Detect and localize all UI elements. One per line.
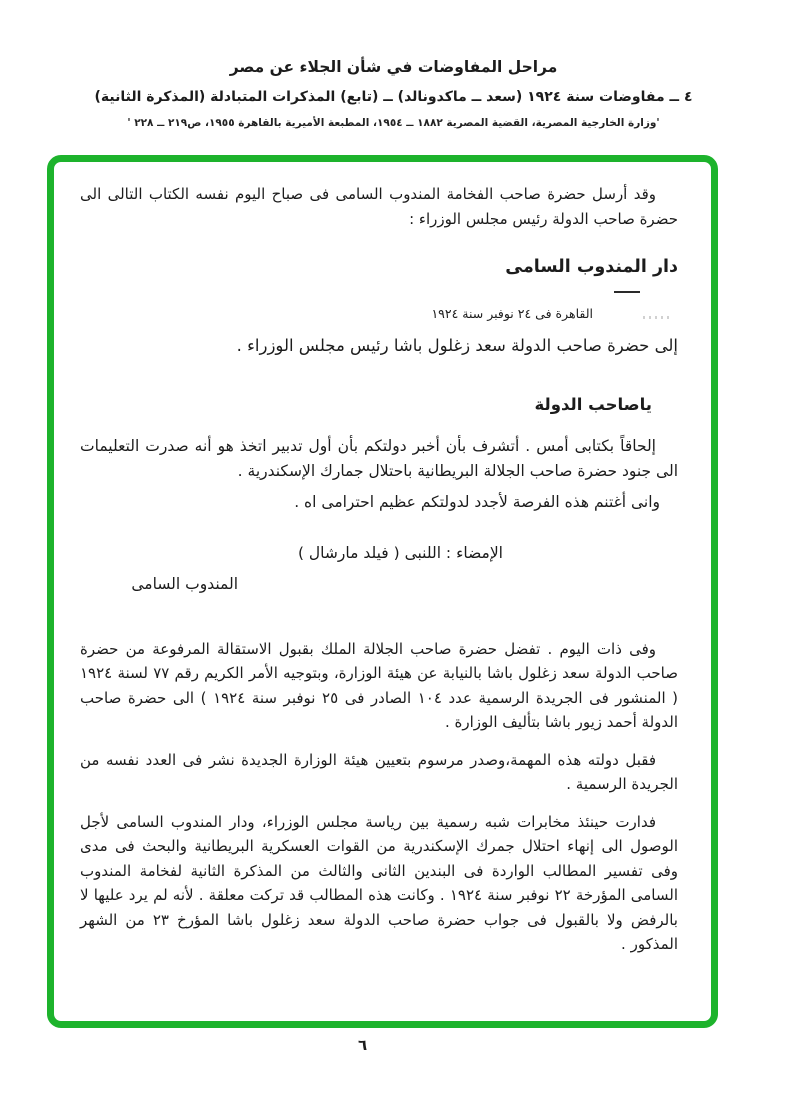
narrative-paragraph-2: فقبل دولته هذه المهمة،وصدر مرسوم بتعيين هيئة الوزارة الجديدة نشر فى العدد نفسه من الجريدة الرسمية . bbox=[80, 750, 678, 793]
scan-artifact bbox=[643, 316, 669, 319]
narrative-paragraph-1: وفى ذات اليوم . تفضل حضرة صاحب الجلالة الملك بقبول الاستقالة المرفوعة من حضرة صاحب الدولة سعد زغلول باشا بالنيابة عن هيئة الوزارة، وبتوجيه الأمر الكريم رقم ٧٧ لسنة ١٩٢٤ ( المنشور فى الجريدة الرسمية عدد ١٠٤ الصادر فى ٢٥ نوفبر سنة ١٩٢٤ ) الى حضرة صاحب الدولة أحمد زيور باشا بتأليف الوزارة . bbox=[80, 639, 679, 731]
letter-salutation: ياصاحب الدولة bbox=[534, 395, 652, 414]
letter-date: القاهرة فى ٢٤ نوفبر سنة ١٩٢٤ bbox=[431, 306, 593, 321]
document-title: مراحل المفاوضات في شأن الجلاء عن مصر bbox=[229, 58, 558, 76]
page-number: ٦ bbox=[358, 1036, 368, 1054]
document-header bbox=[0, 58, 787, 129]
intro-paragraph: وقد أرسل حضرة صاحب الفخامة المندوب السامى فى صباح اليوم نفسه الكتاب التالى الى حضرة صاحب الدولة رئيس مجلس الوزراء : bbox=[80, 185, 678, 228]
letterhead-rule bbox=[614, 291, 640, 293]
letter-body-paragraph: إلحاقاً بكتابى أمس . أتشرف بأن أخبر دولتكم بأن أول تدبير اتخذ هو أنه صدرت التعليمات الى جنود حضرة صاحب الجلالة البريطانية باحتلال جمارك الإسكندرية . bbox=[80, 437, 678, 480]
document-source-citation: 'وزارة الخارجية المصرية، القضية المصرية ١٨٨٢ ــ ١٩٥٤، المطبعة الأميرية بالقاهرة ١٩٥٥، ص٢١٩ ــ ٢٢٨ ' bbox=[127, 117, 660, 129]
green-highlight-box bbox=[47, 155, 718, 1028]
signature-name: الإمضاء : اللنبى ( فيلد مارشال ) bbox=[297, 543, 503, 562]
signature-title: المندوب السامى bbox=[131, 574, 238, 593]
letterhead-title: دار المندوب السامى bbox=[505, 257, 678, 277]
signature-block bbox=[80, 538, 678, 600]
letter-closing-line: وانى أغتنم هذه الفرصة لأجدد لدولتكم عظيم احترامى اه . bbox=[294, 493, 660, 511]
narrative-paragraph-3: فدارت حينئذ مخابرات شبه رسمية بين رياسة مجلس الوزراء، ودار المندوب السامى لأجل الوصول الى إنهاء احتلال جمرك الإسكندرية من القوات العسكرية البريطانية والبحث فى مدى وفى تفسير المطالب الواردة فى البندين الثانى والثالث من المذكرة الثانية لفخامة المندوب السامى المؤرخة ٢٢ نوفبر سنة ١٩٢٤ . وكانت هذه المطالب قد تركت معلقة . لأنه لم يرد عليها لا بالرفض ولا بالقبول فى جواب حضرة صاحب الدولة سعد زغلول باشا المؤرخ ٢٣ من الشهر المذكور . bbox=[80, 812, 678, 953]
document-subtitle: ٤ ــ مفاوضات سنة ١٩٢٤ (سعد ــ ماكدونالد) ــ (تابع) المذكرات المتبادلة (المذكرة الثانية) bbox=[94, 89, 693, 105]
letter-addressee: إلى حضرة صاحب الدولة سعد زغلول باشا رئيس مجلس الوزراء . bbox=[236, 336, 678, 355]
